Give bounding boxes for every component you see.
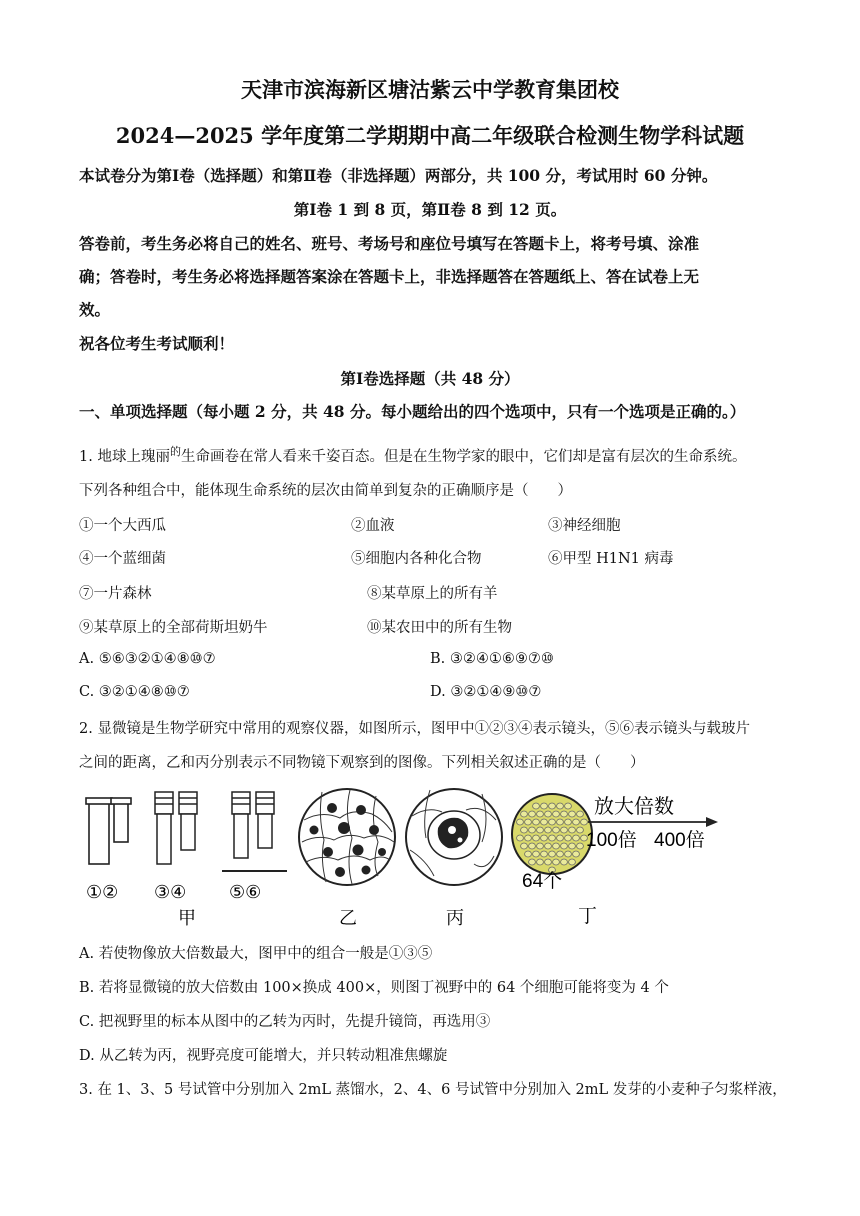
cell-dot xyxy=(569,859,576,865)
q1-item: ⑤细胞内各种化合物 xyxy=(351,551,482,567)
q1-stem-line-2: 下列各种组合中，能体现生命系统的层次由简单到复杂的正确顺序是（ ） xyxy=(79,483,572,499)
q1-option-d[interactable]: D. ③②①④⑨⑩⑦ xyxy=(430,684,542,700)
cell-dot xyxy=(529,859,536,865)
q1-stem-superscript: 的 xyxy=(169,445,181,458)
q2-stem-line-1: 2. 显微镜是生物学研究中常用的观察仪器，如图所示，图甲中①②③④表示镜头，⑤⑥表示镜头与载玻片 xyxy=(79,721,750,737)
cell-dot xyxy=(557,835,564,841)
cell-dot xyxy=(549,835,556,841)
instruction-line-1: 本试卷分为第Ⅰ卷（选择题）和第Ⅱ卷（非选择题）两部分，共 100 分，考试用时 60 分钟。 xyxy=(79,166,718,185)
label-56: ⑤⑥ xyxy=(229,882,262,902)
q1-item: ①一个大西瓜 xyxy=(79,518,166,534)
q1-item: ⑦一片森林 xyxy=(79,586,152,602)
cell-dot xyxy=(533,819,540,825)
cell-dot xyxy=(517,835,524,841)
cell-dot xyxy=(537,843,544,849)
magnification-title: 放大倍数 xyxy=(594,796,674,818)
objective-lenses-34 xyxy=(155,792,197,864)
high-mag-field xyxy=(406,789,502,885)
cell-dot xyxy=(569,811,576,817)
magnification-low: 100倍 xyxy=(586,830,637,851)
cell-dot xyxy=(553,843,560,849)
cell-dot xyxy=(561,843,568,849)
q2-option-b[interactable]: B. 若将显微镜的放大倍数由 100×换成 400×，则图丁视野中的 64 个细胞可能将变为 4 个 xyxy=(79,980,669,996)
cell-dot xyxy=(565,835,572,841)
cell-dot xyxy=(561,811,568,817)
q2-option-d[interactable]: D. 从乙转为丙，视野亮度可能增大，并只转动粗准焦螺旋 xyxy=(79,1048,448,1064)
cell-dot xyxy=(577,827,584,833)
q1-item: ⑨某草原上的全部荷斯坦奶牛 xyxy=(79,620,268,636)
cell-dot xyxy=(525,835,532,841)
cell-dot xyxy=(541,803,548,809)
section-title: 第Ⅰ卷选择题（共 48 分） xyxy=(340,369,520,388)
cell-dot xyxy=(549,819,556,825)
cell-dot xyxy=(557,819,564,825)
cell-dot xyxy=(557,803,564,809)
low-mag-field xyxy=(299,789,395,885)
q1-stem-line-1 xyxy=(79,443,746,466)
q1-item: ⑩某农田中的所有生物 xyxy=(367,620,512,636)
cell-dot xyxy=(529,811,536,817)
q2-option-c[interactable]: C. 把视野里的标本从图中的乙转为丙时，先提升镜筒，再选用③ xyxy=(79,1014,491,1030)
q2-stem-line-2: 之间的距离，乙和丙分别表示不同物镜下观察到的图像。下列相关叙述正确的是（ ） xyxy=(79,755,645,771)
cell-dot xyxy=(537,827,544,833)
cell-dot xyxy=(533,803,540,809)
instruction-line-4: 确；答卷时，考生务必将选择题答案涂在答题卡上，非选择题答在答题纸上、答在试卷上无 xyxy=(79,267,700,286)
good-luck-line: 祝各位考生考试顺利！ xyxy=(79,334,235,353)
cell-dot xyxy=(541,819,548,825)
objective-lenses-56 xyxy=(222,792,287,871)
cell-dot xyxy=(561,859,568,865)
eyepiece-lenses xyxy=(86,798,131,864)
cell-dot xyxy=(549,851,556,857)
cell-dot xyxy=(521,827,528,833)
q1-option-a[interactable]: A. ⑤⑥③②①④⑧⑩⑦ xyxy=(79,651,216,667)
cell-dot xyxy=(521,843,528,849)
q3-stem-line-1: 3. 在 1、3、5 号试管中分别加入 2mL 蒸馏水，2、4、6 号试管中分别加入 2mL 发芽的小麦种子匀浆样液， xyxy=(79,1082,787,1098)
cell-dot xyxy=(537,811,544,817)
q1-stem-part-b: 生命画卷在常人看来千姿百态。但是在生物学家的眼中，它们却是富有层次的生命系统。 xyxy=(180,449,747,465)
q1-item: ④一个蓝细菌 xyxy=(79,551,166,567)
q1-item: ⑥甲型 H1N1 病毒 xyxy=(548,551,674,567)
cell-dot xyxy=(529,827,536,833)
cell-dot xyxy=(565,819,572,825)
label-bing: 丙 xyxy=(446,908,464,928)
cell-dot xyxy=(573,835,580,841)
magnification-high: 400倍 xyxy=(654,830,705,851)
cell-dot xyxy=(533,851,540,857)
cell-dot xyxy=(545,811,552,817)
microscope-figure xyxy=(82,780,722,930)
label-yi: 乙 xyxy=(339,908,357,928)
instruction-line-5: 效。 xyxy=(79,300,111,319)
cell-dot xyxy=(577,843,584,849)
cell-dot xyxy=(545,843,552,849)
cell-dot xyxy=(541,835,548,841)
exam-title: 2024—2025 学年度第二学期期中高二年级联合检测生物学科试题 xyxy=(115,123,745,148)
label-34: ③④ xyxy=(154,882,187,902)
q1-item: ③神经细胞 xyxy=(548,518,621,534)
q1-item: ②血液 xyxy=(351,518,395,534)
q2-option-a[interactable]: A. 若使物像放大倍数最大，图甲中的组合一般是①③⑤ xyxy=(79,946,433,962)
cell-dot xyxy=(521,811,528,817)
cell-dot xyxy=(549,803,556,809)
label-12: ①② xyxy=(86,882,119,902)
cell-dot xyxy=(565,803,572,809)
cell-dot xyxy=(553,811,560,817)
cell-dot xyxy=(561,827,568,833)
label-jia: 甲 xyxy=(178,908,196,928)
cell-dot xyxy=(569,843,576,849)
cell-dot xyxy=(573,819,580,825)
cell-dot xyxy=(553,859,560,865)
cell-dot xyxy=(557,851,564,857)
q1-stem-part-a: 1. 地球上瑰丽 xyxy=(79,449,170,465)
cell-dot xyxy=(517,819,524,825)
label-ding: 丁 xyxy=(578,906,598,927)
cell-dot xyxy=(573,851,580,857)
cell-dot xyxy=(577,811,584,817)
cell-dot xyxy=(525,819,532,825)
instruction-line-2: 第Ⅰ卷 1 到 8 页，第Ⅱ卷 8 到 12 页。 xyxy=(293,200,567,219)
cells-field xyxy=(512,794,592,874)
q1-option-b[interactable]: B. ③②④①⑥⑨⑦⑩ xyxy=(430,651,554,667)
cell-dot xyxy=(581,819,588,825)
cell-dot xyxy=(565,851,572,857)
cell-dot xyxy=(525,851,532,857)
cell-dot xyxy=(545,827,552,833)
cell-dot xyxy=(541,851,548,857)
school-title: 天津市滨海新区塘沽紫云中学教育集团校 xyxy=(241,77,619,102)
q1-item: ⑧某草原上的所有羊 xyxy=(367,586,498,602)
cell-count-label: 64个 xyxy=(522,871,563,892)
cell-dot xyxy=(553,827,560,833)
section-heading: 一、单项选择题（每小题 2 分，共 48 分。每小题给出的四个选项中，只有一个选项是正确的。） xyxy=(79,402,746,421)
cell-dot xyxy=(533,835,540,841)
cell-dot xyxy=(545,859,552,865)
cell-dot xyxy=(529,843,536,849)
cell-dot xyxy=(537,859,544,865)
instruction-line-3: 答卷前，考生务必将自己的姓名、班号、考场号和座位号填写在答题卡上，将考号填、涂准 xyxy=(79,234,700,253)
cell-dot xyxy=(569,827,576,833)
q1-option-c[interactable]: C. ③②①④⑧⑩⑦ xyxy=(79,684,190,700)
arrow-head-icon xyxy=(706,817,718,827)
